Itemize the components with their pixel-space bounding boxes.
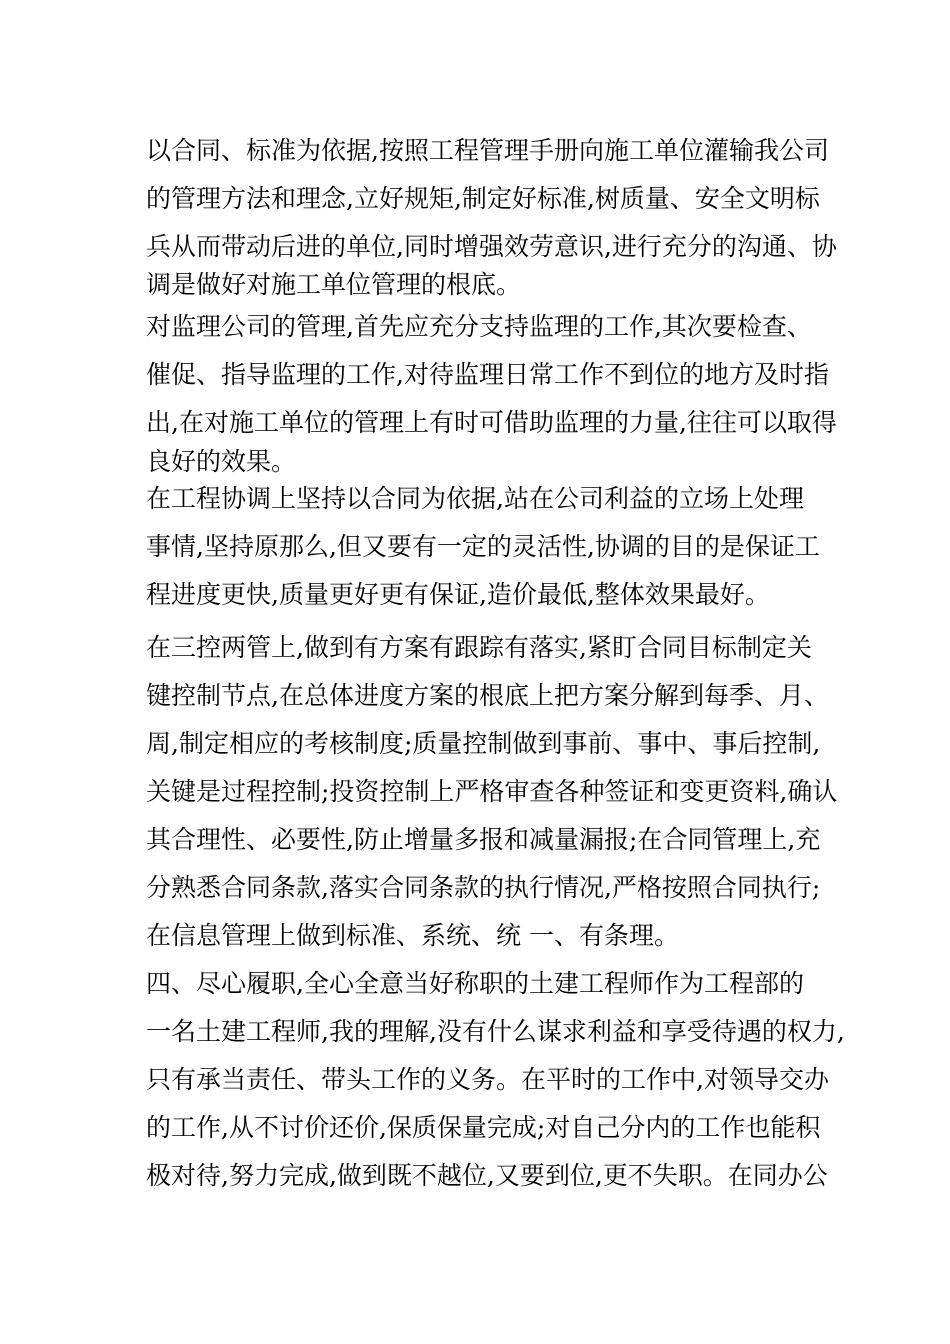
text-line: 其合理性、必要性,防止增量多报和减量漏报;在合同管理上,充 [146, 825, 821, 854]
text-line: 在工程协调上坚持以合同为依据,站在公司利益的立场上处理 [146, 484, 804, 513]
text-line: 的工作,从不讨价还价,保质保量完成;对自己分内的工作也能积 [146, 1113, 821, 1142]
text-line: 催促、指导监理的工作,对待监理日常工作不到位的地方及时指 [146, 360, 829, 389]
text-line: 事情,坚持原那么,但又要有一定的灵活性,协调的目的是保证工 [146, 532, 820, 561]
text-line: 一名土建工程师,我的理解,没有什么谋求利益和享受待遇的权力, [146, 1017, 845, 1046]
text-line: 关键是过程控制;投资控制上严格审查各种签证和变更资料,确认 [146, 777, 838, 806]
text-line: 兵从而带动后进的单位,同时增强效劳意识,进行充分的沟通、协 [146, 232, 837, 261]
text-line: 极对待,努力完成,做到既不越位,又要到位,更不失职。在同办公 [146, 1161, 828, 1190]
text-line: 四、尽心履职,全心全意当好称职的土建工程师作为工程部的 [146, 969, 804, 998]
text-line: 键控制节点,在总体进度方案的根底上把方案分解到每季、月、 [146, 681, 829, 710]
text-line: 程进度更快,质量更好更有保证,造价最低,整体效果最好。 [146, 580, 770, 609]
text-line: 以合同、标准为依据,按照工程管理手册向施工单位灌输我公司 [146, 136, 829, 165]
text-line: 调是做好对施工单位管理的根底。 [146, 270, 522, 299]
text-line: 良好的效果。 [146, 447, 297, 476]
text-line: 对监理公司的管理,首先应充分支持监理的工作,其次要检查、 [146, 312, 812, 341]
text-line: 的管理方法和理念,立好规矩,制定好标准,树质量、安全文明标 [146, 184, 820, 213]
text-line: 只有承当责任、带头工作的义务。在平时的工作中,对领导交办 [146, 1065, 829, 1094]
text-line: 出,在对施工单位的管理上有时可借助监理的力量,往往可以取得 [146, 408, 837, 437]
text-line: 周,制定相应的考核制度;质量控制做到事前、事中、事后控制, [146, 729, 821, 758]
text-line: 在三控两管上,做到有方案有跟踪有落实,紧盯合同目标制定关 [146, 633, 812, 662]
text-line: 在信息管理上做到标准、系统、统 一、有条理。 [146, 921, 679, 950]
text-line: 分熟悉合同条款,落实合同条款的执行情况,严格按照合同执行; [146, 873, 821, 902]
